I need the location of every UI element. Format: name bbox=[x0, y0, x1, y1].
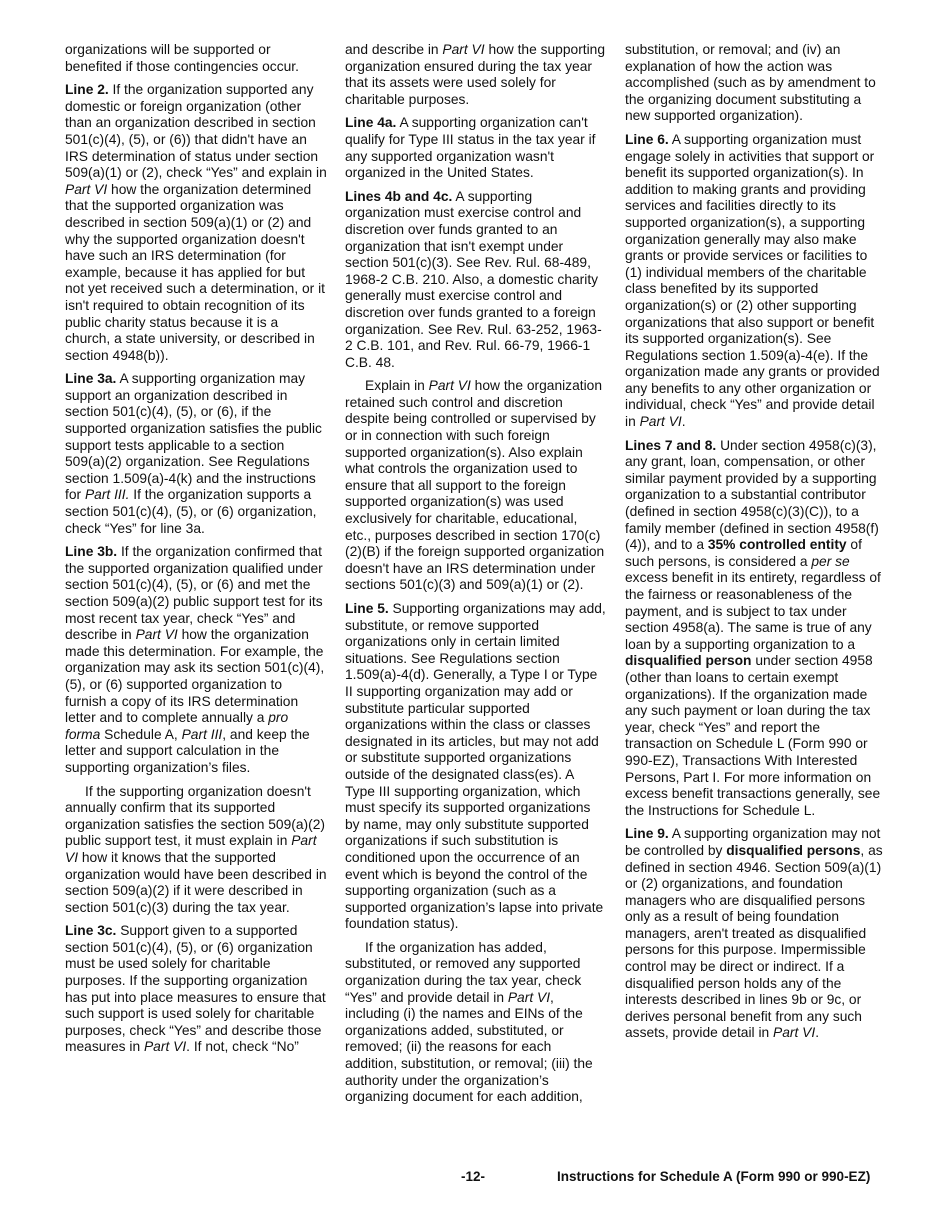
paragraph-text: how the supporting organization ensured during the tax year that its assets were used solely for charitable purposes. bbox=[345, 42, 606, 107]
section-heading: Line 2. bbox=[65, 82, 109, 98]
italic-reference: Part III bbox=[181, 726, 223, 742]
paragraph bbox=[345, 115, 607, 181]
paragraph-text: If the organization confirmed that the supported organization qualified under section 501(c)(4), (5), or (6) and met the section 509(a)(2) public support test for its most recent tax year, check “Yes” and describe in bbox=[65, 544, 323, 643]
paragraph bbox=[625, 132, 887, 431]
paragraph-text: substitution, or removal; and (iv) an explanation of how the action was accomplished (such as by amendment to the organizing document substituting a new supported organization). bbox=[625, 42, 876, 124]
paragraph-text: If the organization supports a section 501(c)(4), (5), or (6) organization, check “Yes” for line 3a. bbox=[65, 487, 317, 536]
paragraph bbox=[345, 189, 607, 372]
italic-reference: Part VI bbox=[135, 627, 178, 643]
paragraph-text: Schedule A, bbox=[100, 726, 182, 742]
paragraph-text: of such persons, is considered a bbox=[625, 537, 862, 569]
italic-reference: Part VI bbox=[773, 1025, 816, 1041]
paragraph-text: Supporting organizations may add, substitute, or remove supported organizations only in certain limited situations. See Regulations section 1.509(a)-4(d). Generally, a Type I or Type II supporting organization may add or substitute particular supported organizations within the class or classes designated in its articles, but may not add or substitute supported organizations outside of the designated class(es). A Type III supporting organization, which must specify its supported organizations by name, may only substitute supported organizations if such substitution is conditioned upon the occurrence of an event which is beyond the control of the supporting organization (such as a supported organization’s lapse into private foundation status). bbox=[345, 601, 606, 932]
section-heading: Lines 4b and 4c. bbox=[345, 188, 453, 204]
italic-reference: Part VI bbox=[428, 378, 471, 394]
paragraph bbox=[345, 42, 607, 108]
paragraph-text: A supporting organization must engage solely in activities that support or benefit its supported organization(s). In addition to making grants and providing services and facilities directly to its supported organization(s), a supporting organization generally may also make grants or provide services or facilities to (1) individual members of the charitable class benefited by its supported organization(s) or (2) other supporting organizations that also support or benefit its supported organization(s). See Regulations section 1.509(a)-4(e). If the organization made any grants or provided any benefits to any other organization or individual, check “Yes” and provide detail in bbox=[625, 131, 880, 430]
paragraph bbox=[65, 82, 327, 364]
column-2 bbox=[345, 42, 607, 1113]
paragraph-text: and describe in bbox=[345, 42, 443, 57]
paragraph-text: how the organization determined that the supported organization was described in section 509(a)(1) or (2) and why the supported organization doesn't have such an IRS determination (for example, because it has applied for but not yet received such a determination, or it isn't required to obtain recognition of its public charity status because it is a church, a state university, or described in section 4948(b)). bbox=[65, 181, 325, 363]
italic-reference: Part VI bbox=[639, 414, 682, 430]
paragraph-text: A supporting organization must exercise control and discretion over funds granted to an organization that isn't exempt under section 501(c)(3). See Rev. Rul. 68-489, 1968-2 C.B. 210. Also, a domestic charity generally must exercise control and discretion over funds granted to a foreign organization. See Rev. Rul. 63-252, 1963-2 C.B. 101, and Rev. Rul. 66-79, 1966-1 C.B. 48. bbox=[345, 188, 602, 370]
paragraph bbox=[65, 42, 327, 75]
section-heading: Line 3c. bbox=[65, 923, 117, 939]
page-number: -12- bbox=[461, 1169, 486, 1184]
italic-reference: per se bbox=[811, 553, 850, 569]
paragraph bbox=[345, 601, 607, 933]
bold-term: 35% controlled entity bbox=[707, 537, 847, 553]
paragraph-text: A supporting organization may not be controlled by bbox=[625, 826, 881, 858]
paragraph bbox=[65, 544, 327, 776]
paragraph bbox=[65, 923, 327, 1056]
paragraph-text: Support given to a supported section 501(c)(4), (5), or (6) organization must be used solely for charitable purposes. If the supporting organization has put into place measures to ensure that such support is used solely for charitable purposes, check “Yes” and describe those measures in bbox=[65, 923, 326, 1055]
paragraph-text: Explain in bbox=[365, 378, 429, 394]
paragraph bbox=[345, 378, 607, 594]
bold-term: disqualified persons bbox=[726, 842, 861, 858]
document-title: Instructions for Schedule A (Form 990 or 990-EZ) bbox=[557, 1169, 871, 1184]
paragraph-text: under section 4958 (other than loans to certain exempt organizations). If the organization made any such payment or loan during the tax year, check “Yes” and report the transaction on Schedule L (Form 990 or 990-EZ), Transactions With Interested Persons, Part I. For more information on excess benefit transactions generally, see the Instructions for Schedule L. bbox=[625, 653, 881, 818]
italic-reference: Part VI bbox=[65, 833, 317, 865]
paragraph-text: If the organization supported any domestic or foreign organization (other than an organization described in section 501(c)(4), (5), or (6)) that didn't have an IRS determination of status under section 509(a)(1) or (2), check “Yes” and explain in bbox=[65, 82, 327, 181]
paragraph bbox=[65, 784, 327, 917]
paragraph-text: . bbox=[681, 414, 686, 430]
paragraph-text: organizations will be supported or benefited if those contingencies occur. bbox=[65, 42, 299, 74]
paragraph-text: excess benefit in its entirety, regardless of the fairness or reasonableness of the payment, and is subject to tax under section 4958(a). The same is true of any loan by a supporting organization to a bbox=[625, 570, 881, 652]
italic-reference: pro forma bbox=[65, 710, 289, 742]
section-heading: Lines 7 and 8. bbox=[625, 437, 717, 453]
italic-reference: Part VI bbox=[507, 989, 551, 1005]
column-1 bbox=[65, 42, 327, 1063]
column-3 bbox=[625, 42, 887, 1049]
paragraph-text: , and keep the letter and support calculation in the supporting organization’s files. bbox=[65, 726, 310, 775]
paragraph-text: . If not, check “No” bbox=[186, 1039, 299, 1055]
section-heading: Line 4a. bbox=[345, 115, 397, 131]
paragraph-text: how the organization made this determination. For example, the organization may ask its section 501(c)(4), (5), or (6) supported organization to furnish a copy of its IRS determination letter and to complete annually a bbox=[65, 627, 325, 726]
italic-reference: Part VI bbox=[143, 1039, 187, 1055]
section-heading: Line 5. bbox=[345, 601, 389, 616]
paragraph bbox=[65, 371, 327, 537]
paragraph-text: Under section 4958(c)(3), any grant, loan, compensation, or other similar payment provided by a supporting organization to a substantial contributor (defined in section 4958(c)(3)(C)), to a family member (defined in section 4958(f)(4)), and to a bbox=[625, 437, 879, 553]
section-heading: Line 6. bbox=[625, 131, 669, 147]
italic-reference: Part VI bbox=[442, 42, 485, 57]
section-heading: Line 3a. bbox=[65, 371, 117, 387]
paragraph-text: A supporting organization can't qualify for Type III status in the tax year if any supported organization wasn't organized in the United States. bbox=[345, 115, 596, 181]
paragraph bbox=[625, 42, 887, 125]
paragraph-text: , as defined in section 4946. Section 509(a)(1) or (2) organizations, and foundation managers who are disqualified persons only as a result of being foundation managers, aren't treated as disqualified persons for this purpose. Impermissible control may be direct or indirect. If a disqualified person holds any of the interests described in lines 9b or 9c, or derives personal benefit from any such assets, provide detail in bbox=[625, 842, 883, 1041]
section-heading: Line 9. bbox=[625, 826, 669, 842]
section-heading: Line 3b. bbox=[65, 544, 118, 560]
paragraph bbox=[345, 940, 607, 1106]
bold-term: disqualified person bbox=[625, 653, 752, 669]
paragraph-text: how the organization retained such control and discretion despite being controlled or supervised by or in connection with such foreign supported organization(s). Also explain what controls the organization used to ensure that all support to the foreign supported organization(s) was used exclusively for charitable, educational, etc., purposes described in section 170(c)(2)(B) if the foreign supported organization doesn't have an IRS determination under sections 501(c)(3) and 509(a)(1) or (2). bbox=[345, 378, 605, 593]
paragraph-text: If the organization has added, substituted, or removed any supported organization during the tax year, check “Yes” and provide detail in bbox=[345, 939, 582, 1005]
paragraph-text: , including (i) the names and EINs of the organizations added, substituted, or removed; (ii) the reasons for each addition, substitution, or removal; (iii) the authority under the organization’s organizing document for each addition, bbox=[345, 989, 593, 1105]
paragraph-text: how it knows that the supported organization would have been described in section 509(a)(2) if it were described in section 501(c)(3) during the tax year. bbox=[65, 849, 327, 915]
paragraph-text: . bbox=[815, 1025, 820, 1041]
italic-reference: Part III. bbox=[84, 487, 130, 503]
paragraph bbox=[625, 826, 887, 1042]
paragraph-text: A supporting organization may support an organization described in section 501(c)(4), (5), or (6), if the supported organization satisfies the public support tests applicable to a section 509(a)(2) organization. See Regulations section 1.509(a)-4(k) and the instructions for bbox=[65, 371, 322, 503]
italic-reference: Part VI bbox=[65, 181, 108, 197]
paragraph bbox=[625, 438, 887, 820]
paragraph-text: If the supporting organization doesn't annually confirm that its supported organization satisfies the section 509(a)(2) public support test, it must explain in bbox=[65, 783, 325, 849]
